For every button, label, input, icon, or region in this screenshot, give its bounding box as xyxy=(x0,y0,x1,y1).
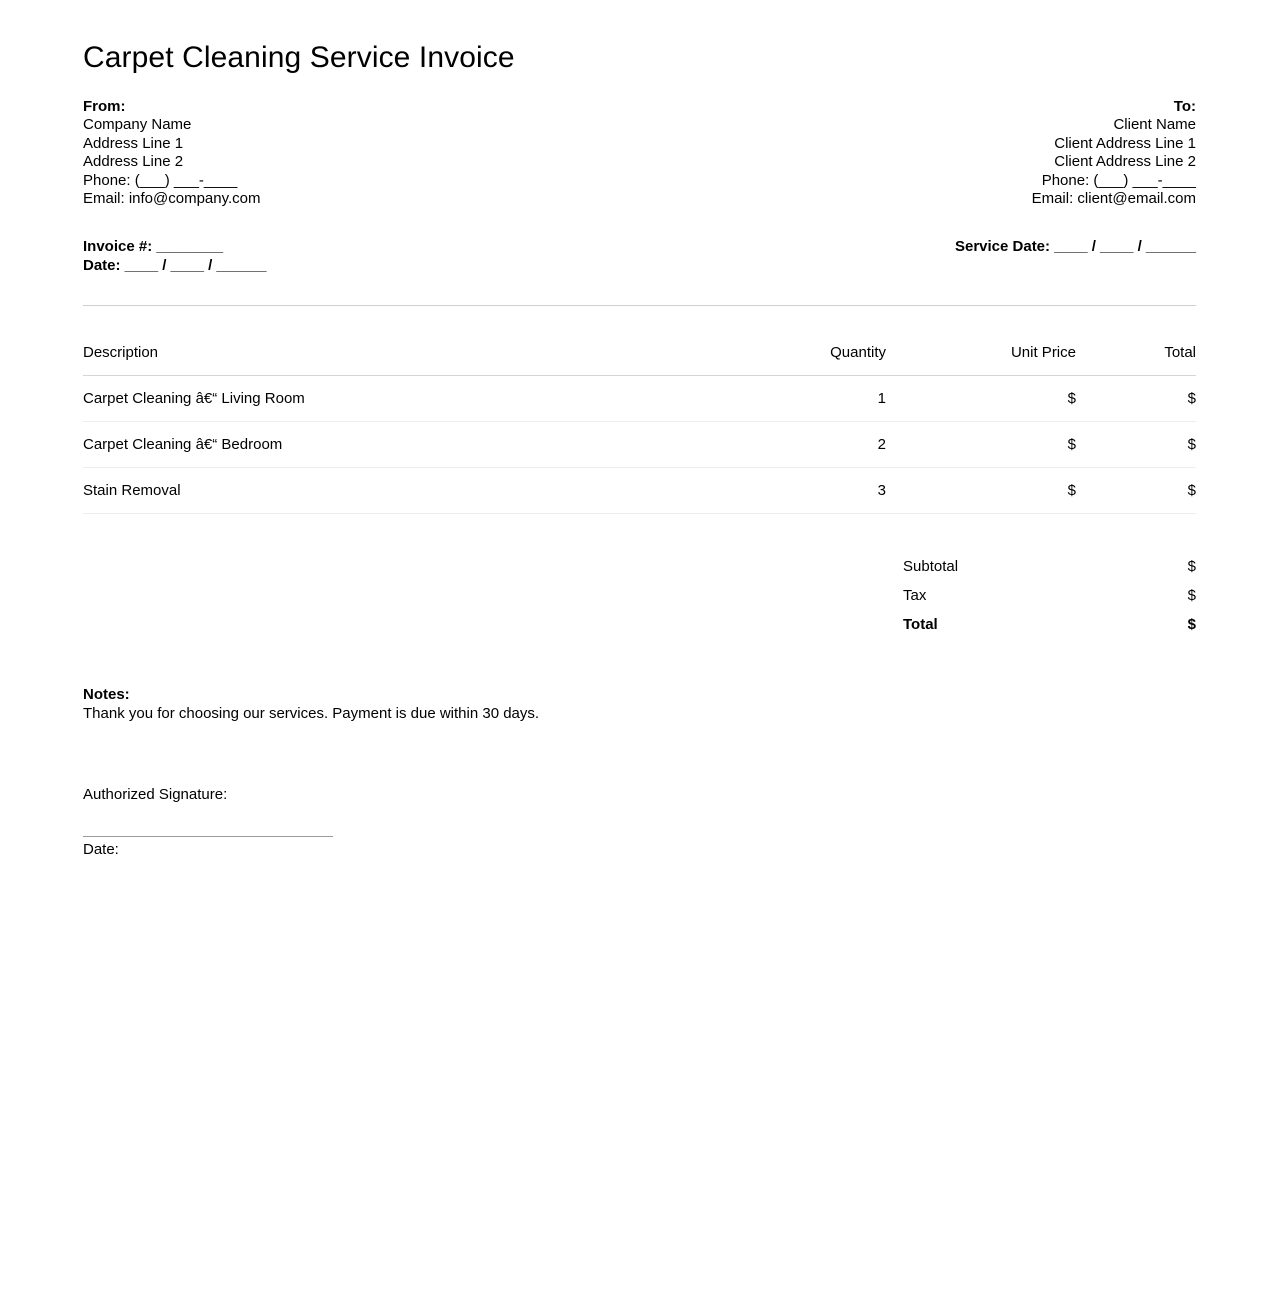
column-header-description: Description xyxy=(83,344,766,376)
column-header-unit-price: Unit Price xyxy=(886,344,1076,376)
invoice-number-field[interactable]: Invoice #: ________ xyxy=(83,238,224,256)
table-row xyxy=(83,468,1196,514)
table-row xyxy=(83,422,1196,468)
from-block xyxy=(83,98,261,208)
from-address-line-2: Address Line 2 xyxy=(83,153,184,171)
from-phone: Phone: (___) ___-____ xyxy=(83,171,238,189)
to-block xyxy=(1032,98,1196,208)
to-phone: Phone: (___) ___-____ xyxy=(1041,171,1196,189)
invoice-meta-section xyxy=(83,237,1196,275)
to-email: Email: client@email.com xyxy=(1031,190,1196,208)
to-address-line-1: Client Address Line 1 xyxy=(1054,134,1196,152)
tax-value: $ xyxy=(1187,587,1196,605)
from-email: Email: info@company.com xyxy=(83,190,261,208)
invoice-sheet xyxy=(83,40,1196,859)
from-address-line-1: Address Line 1 xyxy=(83,134,184,152)
to-address-line-2: Client Address Line 2 xyxy=(1054,153,1196,171)
service-date-field[interactable]: Service Date: ____ / ____ / ______ xyxy=(954,238,1196,256)
line-items-body xyxy=(83,376,1196,514)
subtotal-label: Subtotal xyxy=(903,558,959,576)
authorized-signature-label: Authorized Signature: xyxy=(83,786,228,804)
line-item-total: $ xyxy=(1076,376,1196,422)
page-title: Carpet Cleaning Service Invoice xyxy=(83,41,515,74)
line-item-description: Carpet Cleaning â€“ Bedroom xyxy=(83,422,766,468)
column-header-quantity: Quantity xyxy=(766,344,886,376)
invoice-date-field[interactable]: Date: ____ / ____ / ______ xyxy=(83,257,267,275)
line-item-unit-price: $ xyxy=(886,376,1076,422)
to-heading: To: xyxy=(1173,98,1196,115)
table-header-row xyxy=(83,344,1196,376)
signature-section xyxy=(83,785,1196,859)
subtotal-row xyxy=(903,552,1196,581)
line-item-description: Carpet Cleaning â€“ Living Room xyxy=(83,376,766,422)
notes-section xyxy=(83,685,1196,723)
line-item-quantity: 2 xyxy=(766,422,886,468)
line-item-quantity: 1 xyxy=(766,376,886,422)
subtotal-value: $ xyxy=(1187,558,1196,576)
line-item-description: Stain Removal xyxy=(83,468,766,514)
grand-total-label: Total xyxy=(903,616,938,634)
from-company-name: Company Name xyxy=(83,116,192,134)
to-client-name: Client Name xyxy=(1113,116,1196,134)
column-header-total: Total xyxy=(1076,344,1196,376)
tax-label: Tax xyxy=(903,587,927,605)
signature-date-label[interactable]: Date: xyxy=(83,841,119,859)
totals-table xyxy=(903,552,1196,639)
notes-heading: Notes: xyxy=(83,686,130,704)
line-item-quantity: 3 xyxy=(766,468,886,514)
header-divider xyxy=(83,305,1196,306)
line-items-header xyxy=(83,344,1196,376)
line-item-unit-price: $ xyxy=(886,422,1076,468)
line-items-table xyxy=(83,344,1196,514)
invoice-meta-right xyxy=(955,237,1196,256)
table-row xyxy=(83,376,1196,422)
from-heading: From: xyxy=(83,98,126,115)
invoice-meta-left xyxy=(83,237,266,275)
totals-section xyxy=(83,552,1196,639)
notes-body: Thank you for choosing our services. Payment is due within 30 days. xyxy=(83,705,540,723)
tax-row xyxy=(903,581,1196,610)
parties-section xyxy=(83,98,1196,208)
grand-total-row xyxy=(903,610,1196,639)
line-item-total: $ xyxy=(1076,422,1196,468)
signature-line[interactable] xyxy=(83,836,333,837)
line-item-unit-price: $ xyxy=(886,468,1076,514)
grand-total-value: $ xyxy=(1187,616,1196,634)
line-item-total: $ xyxy=(1076,468,1196,514)
